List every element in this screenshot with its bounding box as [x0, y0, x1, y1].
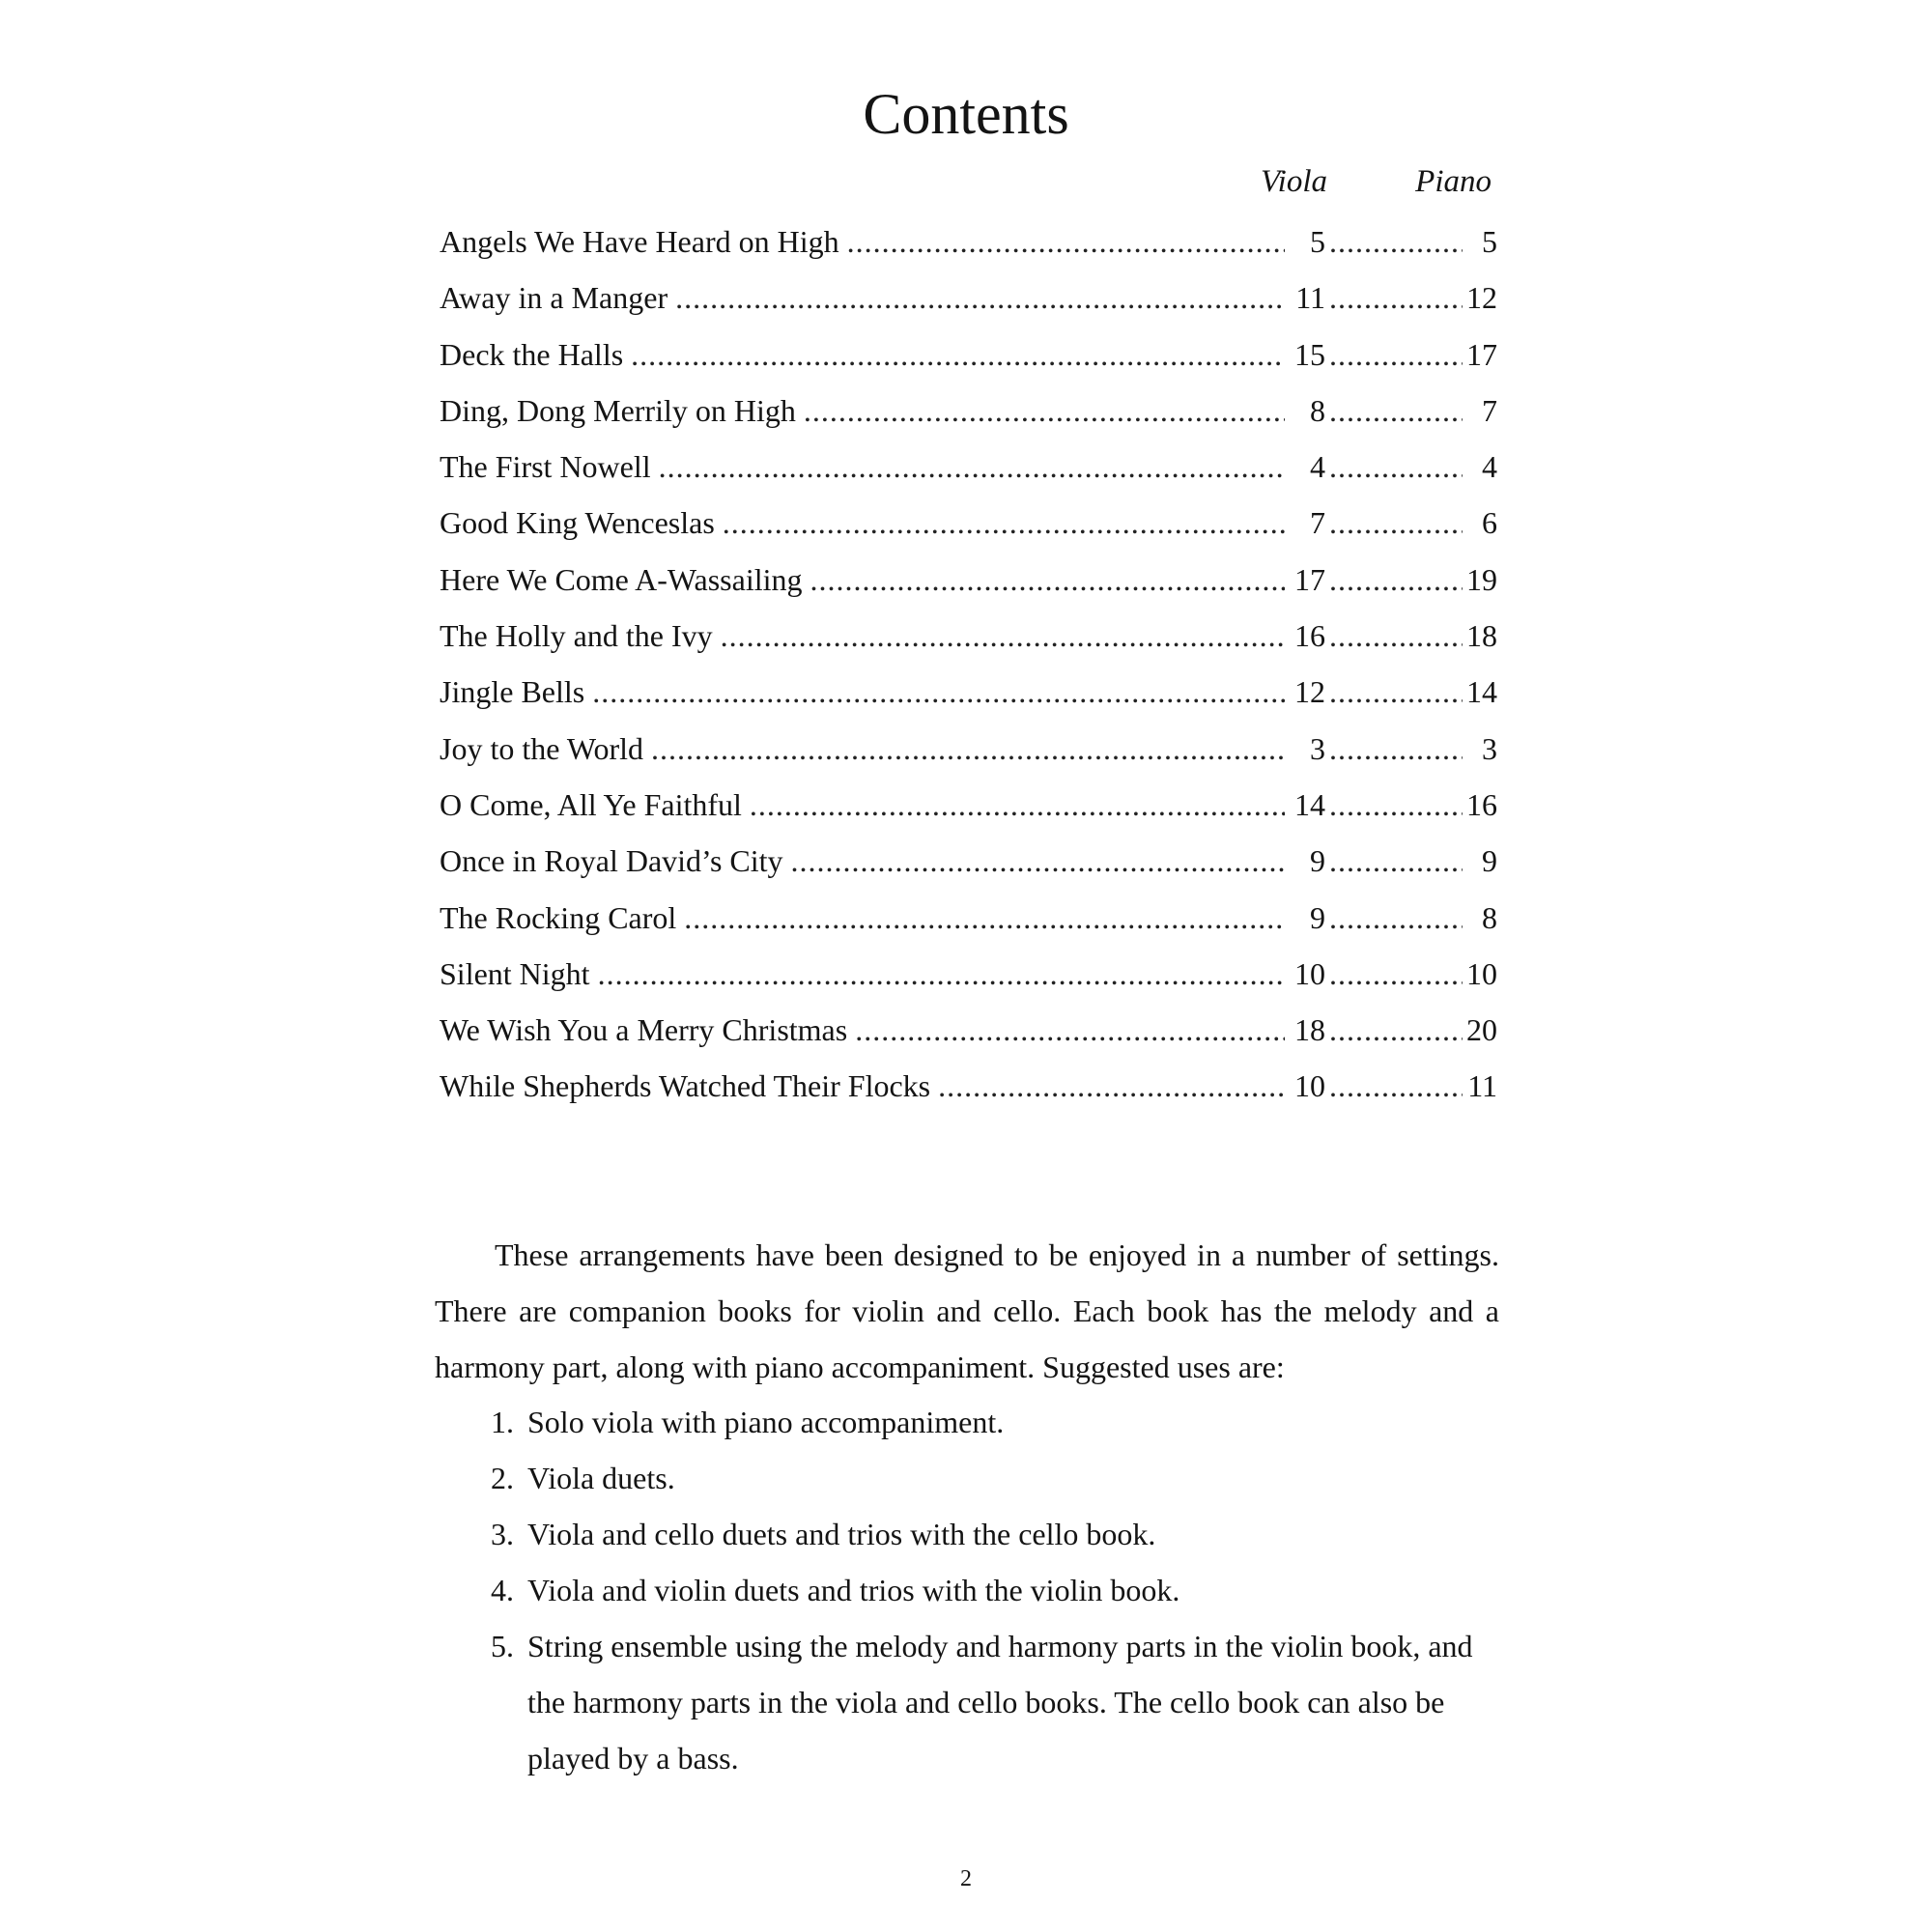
toc-entry-viola-page: 14 — [1294, 786, 1325, 822]
dot-leader — [592, 664, 1285, 720]
page-number: 2 — [960, 1866, 972, 1891]
list-number: 1. — [491, 1405, 514, 1439]
toc-entry-title: Here We Come A-Wassailing — [440, 561, 803, 597]
page-title: Contents — [863, 82, 1069, 146]
intro-paragraph: These arrangements have been designed to be enjoyed in a number of settings. There are companion books for violin and cello. Each book has the melody and a harmony part, along with piano accompaniment. Suggested uses are: — [435, 1237, 1499, 1384]
dot-leader — [938, 1058, 1285, 1114]
suggested-uses-list — [491, 1394, 1499, 1786]
toc-entry — [440, 327, 1497, 383]
list-text: Solo viola with piano accompaniment. — [527, 1405, 1005, 1439]
dot-leader — [598, 946, 1285, 1002]
toc-entry — [440, 721, 1497, 777]
toc-entry-piano-page: 11 — [1467, 1068, 1497, 1104]
dot-leader — [804, 383, 1285, 439]
dot-leader — [1329, 721, 1463, 777]
toc-entry-piano-page: 10 — [1466, 955, 1497, 991]
list-number: 5. — [491, 1629, 514, 1663]
dot-leader — [1329, 890, 1463, 946]
toc-entry-title: The First Nowell — [440, 449, 651, 485]
toc-entry-viola-page: 15 — [1294, 336, 1325, 372]
toc-entry-piano-page: 12 — [1466, 280, 1497, 316]
dot-leader — [721, 608, 1285, 664]
toc-entry — [440, 777, 1497, 833]
toc-entry-title: Away in a Manger — [440, 280, 668, 316]
toc-entry-piano-page: 8 — [1482, 899, 1497, 935]
dot-leader — [1329, 327, 1463, 383]
toc-entry-viola-page: 11 — [1295, 280, 1325, 316]
toc-entry-viola-page: 5 — [1310, 224, 1325, 259]
toc-entry-piano-page: 14 — [1466, 674, 1497, 710]
dot-leader — [1329, 777, 1463, 833]
toc-entry — [440, 833, 1497, 889]
toc-entry — [440, 495, 1497, 551]
dot-leader — [1329, 1058, 1463, 1114]
dot-leader — [631, 327, 1285, 383]
list-text: Viola duets. — [527, 1461, 675, 1495]
column-headers — [0, 159, 1932, 204]
column-header-piano: Piano — [1415, 164, 1492, 199]
list-text: Viola and cello duets and trios with the cello book. — [527, 1517, 1156, 1551]
toc-entry-piano-page: 9 — [1482, 843, 1497, 879]
toc-entry-title: Jingle Bells — [440, 674, 585, 710]
dot-leader — [791, 833, 1285, 889]
toc-entry-title: Silent Night — [440, 955, 590, 991]
suggested-use-item — [491, 1506, 1499, 1562]
toc-entry — [440, 213, 1497, 270]
toc-entry-title: Joy to the World — [440, 730, 644, 766]
toc-entry-title: Deck the Halls — [440, 336, 624, 372]
dot-leader — [1329, 495, 1463, 551]
dot-leader — [1329, 946, 1463, 1002]
dot-leader — [750, 777, 1285, 833]
suggested-use-item — [491, 1562, 1499, 1618]
dot-leader — [1329, 552, 1463, 608]
toc-entry — [440, 890, 1497, 946]
toc-entry-viola-page: 9 — [1310, 843, 1325, 879]
table-of-contents — [440, 213, 1497, 1115]
toc-entry-viola-page: 7 — [1310, 505, 1325, 541]
toc-entry — [440, 664, 1497, 720]
column-header-viola: Viola — [1260, 164, 1327, 199]
dot-leader — [810, 552, 1286, 608]
toc-entry-title: The Holly and the Ivy — [440, 618, 713, 654]
toc-entry-piano-page: 19 — [1466, 561, 1497, 597]
toc-entry-title: Good King Wenceslas — [440, 505, 715, 541]
toc-entry-title: Ding, Dong Merrily on High — [440, 392, 796, 428]
toc-entry-title: We Wish You a Merry Christmas — [440, 1012, 848, 1048]
dot-leader — [1329, 833, 1463, 889]
dot-leader — [723, 495, 1285, 551]
toc-entry-viola-page: 16 — [1294, 618, 1325, 654]
toc-entry-piano-page: 3 — [1482, 730, 1497, 766]
list-text: String ensemble using the melody and harmony parts in the violin book, and the harmony parts in the viola and cello books. The cello book can also be played by a bass. — [527, 1629, 1473, 1776]
list-number: 3. — [491, 1517, 514, 1551]
dot-leader — [1329, 383, 1463, 439]
toc-entry-piano-page: 5 — [1482, 224, 1497, 259]
dot-leader — [659, 439, 1285, 495]
list-number: 4. — [491, 1573, 514, 1607]
toc-entry-piano-page: 18 — [1466, 618, 1497, 654]
toc-entry-viola-page: 12 — [1294, 674, 1325, 710]
toc-entry — [440, 1002, 1497, 1058]
toc-entry-viola-page: 10 — [1294, 1068, 1325, 1104]
dot-leader — [1329, 439, 1463, 495]
dot-leader — [1329, 664, 1463, 720]
toc-entry — [440, 439, 1497, 495]
toc-entry-title: The Rocking Carol — [440, 899, 677, 935]
dot-leader — [1329, 213, 1463, 270]
toc-entry-viola-page: 3 — [1310, 730, 1325, 766]
toc-entry-viola-page: 4 — [1310, 449, 1325, 485]
toc-entry-piano-page: 7 — [1482, 392, 1497, 428]
toc-entry-title: While Shepherds Watched Their Flocks — [440, 1068, 931, 1104]
dot-leader — [684, 890, 1285, 946]
toc-entry — [440, 383, 1497, 439]
toc-entry — [440, 608, 1497, 664]
toc-entry-viola-page: 8 — [1310, 392, 1325, 428]
toc-entry — [440, 1058, 1497, 1114]
toc-entry — [440, 552, 1497, 608]
suggested-use-item — [491, 1618, 1499, 1786]
dot-leader — [1329, 1002, 1463, 1058]
toc-entry-piano-page: 17 — [1466, 336, 1497, 372]
toc-entry-piano-page: 4 — [1482, 449, 1497, 485]
dot-leader — [651, 721, 1285, 777]
list-text: Viola and violin duets and trios with the violin book. — [527, 1573, 1180, 1607]
toc-entry-title: O Come, All Ye Faithful — [440, 786, 742, 822]
toc-entry — [440, 946, 1497, 1002]
toc-entry-piano-page: 6 — [1482, 505, 1497, 541]
suggested-use-item — [491, 1394, 1499, 1450]
toc-entry-viola-page: 10 — [1294, 955, 1325, 991]
suggested-use-item — [491, 1450, 1499, 1506]
dot-leader — [1329, 270, 1463, 326]
toc-entry-piano-page: 16 — [1466, 786, 1497, 822]
toc-entry-title: Once in Royal David’s City — [440, 843, 783, 879]
dot-leader — [675, 270, 1285, 326]
toc-entry-viola-page: 17 — [1294, 561, 1325, 597]
toc-entry-viola-page: 18 — [1294, 1012, 1325, 1048]
dot-leader — [1329, 608, 1463, 664]
toc-entry-piano-page: 20 — [1466, 1012, 1497, 1048]
list-number: 2. — [491, 1461, 514, 1495]
dot-leader — [855, 1002, 1285, 1058]
toc-entry — [440, 270, 1497, 326]
toc-entry-title: Angels We Have Heard on High — [440, 224, 839, 259]
dot-leader — [847, 213, 1285, 270]
toc-entry-viola-page: 9 — [1310, 899, 1325, 935]
